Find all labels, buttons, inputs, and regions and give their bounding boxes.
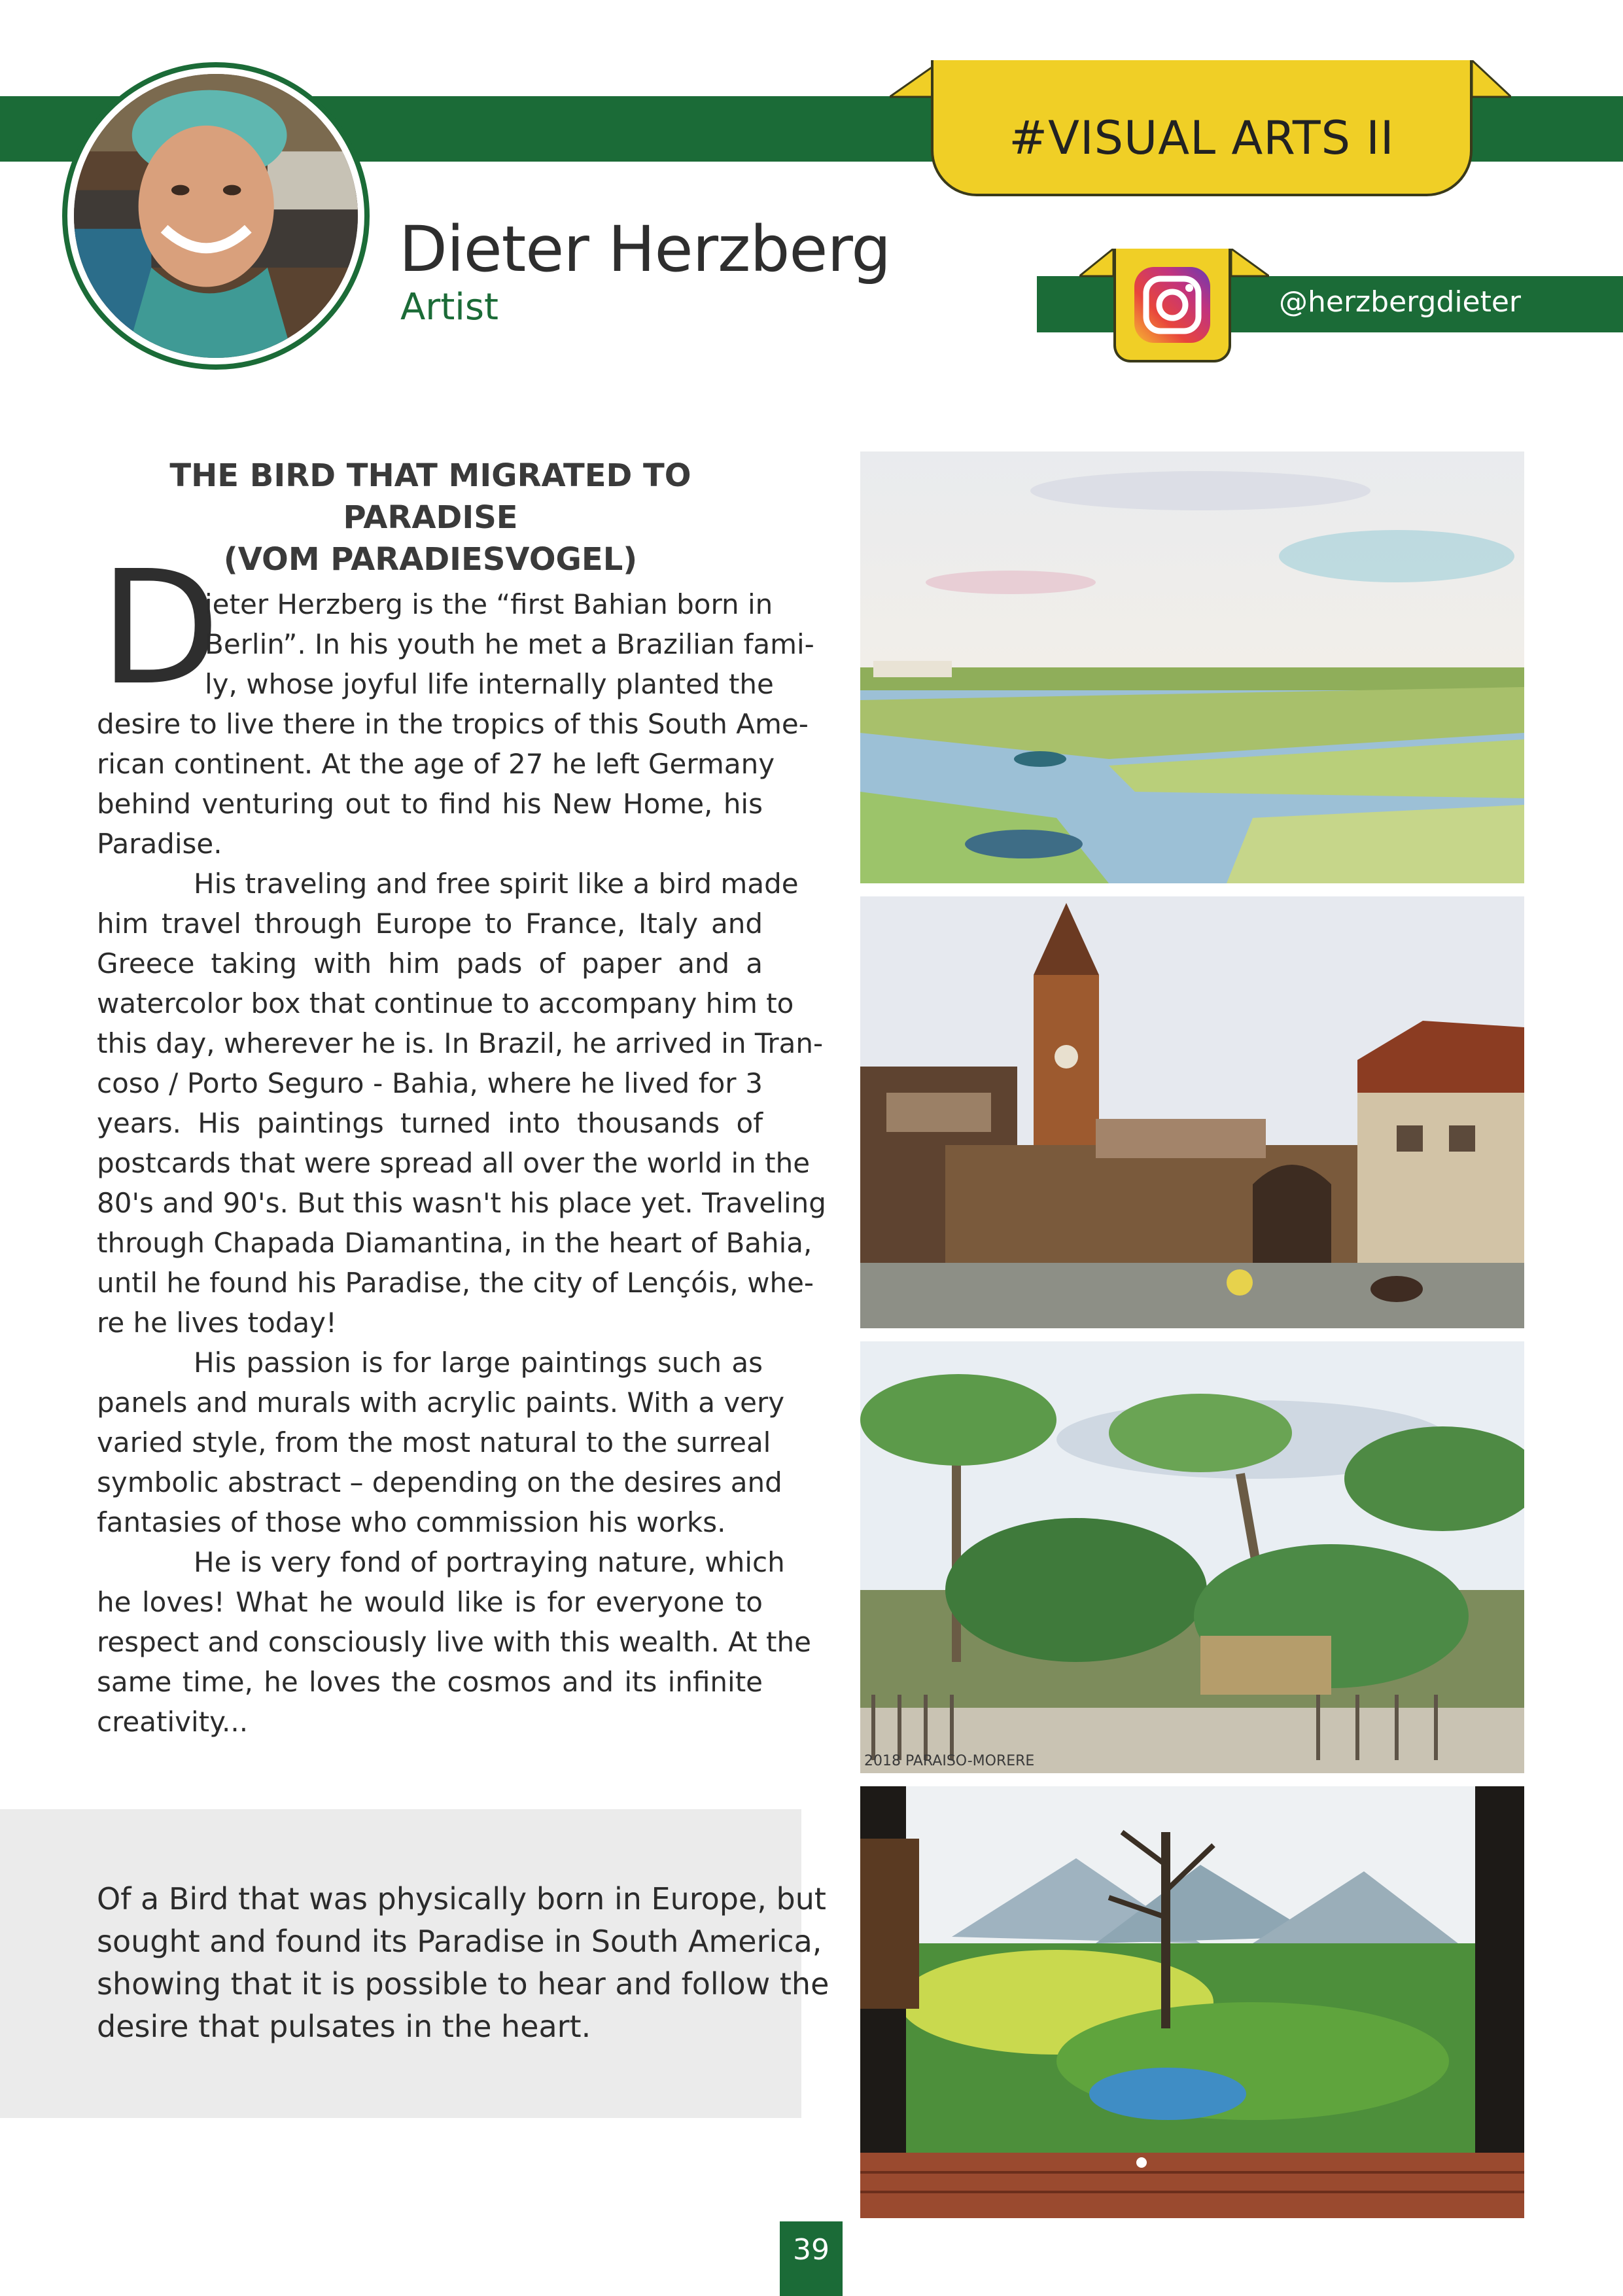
body-line: He is very fond of portraying nature, which: [194, 1546, 785, 1578]
page-number-box: [780, 2221, 843, 2296]
painting-mural-landscape: [860, 1786, 1524, 2218]
section-title: #VISUAL ARTS II: [1009, 111, 1395, 165]
painting-palm-grove: [860, 1341, 1524, 1773]
body-line: His passion is for large paintings such as: [194, 1347, 763, 1379]
article-title-line: THE BIRD THAT MIGRATED TO PARADISE: [169, 457, 691, 536]
body-line: creativity...: [97, 1706, 249, 1738]
body-line: this day, wherever he is. In Brazil, he arrived in Tran-: [97, 1027, 824, 1059]
quote-line: showing that it is possible to hear and follow the: [97, 1966, 829, 2002]
painting-old-town: [860, 896, 1524, 1328]
body-line: same time, he loves the cosmos and its infinite: [97, 1666, 763, 1698]
body-line: years. His paintings turned into thousands of: [97, 1107, 763, 1139]
instagram-handle[interactable]: @herzbergdieter: [1279, 285, 1522, 319]
body-line: His traveling and free spirit like a bird made: [194, 868, 799, 900]
body-line: he loves! What he would like is for everyone to: [97, 1586, 763, 1618]
painting-signature: 2018 PARAISO-MORERE: [864, 1753, 1035, 1769]
body-line: postcards that were spread all over the world in the: [97, 1147, 811, 1179]
body-line: behind venturing out to find his New Home, his: [97, 788, 763, 820]
author-role: Artist: [400, 286, 498, 328]
quote-line: sought and found its Paradise in South America,: [97, 1924, 822, 1959]
body-line: coso / Porto Seguro - Bahia, where he lived for 3: [97, 1067, 763, 1099]
body-line: Berlin”. In his youth he met a Brazilian fami-: [205, 628, 814, 660]
article-subtitle-line: (VOM PARADIESVOGEL): [223, 541, 638, 578]
quote-line: desire that pulsates in the heart.: [97, 2009, 591, 2044]
body-line: symbolic abstract – depending on the desires and: [97, 1466, 782, 1498]
author-portrait: [74, 74, 358, 358]
author-avatar: [62, 62, 370, 370]
section-tab: [931, 60, 1473, 196]
body-line: him travel through Europe to France, Italy and: [97, 908, 763, 940]
painting-lagoon: [860, 451, 1524, 883]
body-line: rican continent. At the age of 27 he left Germany: [97, 748, 775, 780]
body-line: varied style, from the most natural to the surreal: [97, 1426, 771, 1458]
body-line: Paradise.: [97, 828, 222, 860]
author-name: Dieter Herzberg: [399, 213, 891, 286]
body-line: desire to live there in the tropics of this South Ame-: [97, 708, 809, 740]
quote-line: Of a Bird that was physically born in Europe, but: [97, 1881, 826, 1916]
page-number: 39: [793, 2233, 829, 2267]
body-line: watercolor box that continue to accompany him to: [97, 987, 794, 1019]
instagram-icon[interactable]: [1132, 264, 1213, 345]
pull-quote-box: [0, 1809, 829, 2118]
body-line: Greece taking with him pads of paper and a: [97, 947, 763, 980]
body-line: re he lives today!: [97, 1307, 337, 1339]
body-line: ly, whose joyful life internally planted the: [205, 668, 774, 700]
body-line: until he found his Paradise, the city of Lençóis, whe-: [97, 1267, 814, 1299]
body-line: 80's and 90's. But this wasn't his place yet. Traveling: [97, 1187, 826, 1219]
body-line: through Chapada Diamantina, in the heart of Bahia,: [97, 1227, 812, 1259]
body-line: ieter Herzberg is the “first Bahian born in: [205, 588, 773, 620]
body-line: respect and consciously live with this wealth. At the: [97, 1626, 811, 1658]
drop-cap: D: [99, 537, 220, 720]
body-line: panels and murals with acrylic paints. With a very: [97, 1386, 785, 1419]
body-line: fantasies of those who commission his works.: [97, 1506, 726, 1538]
